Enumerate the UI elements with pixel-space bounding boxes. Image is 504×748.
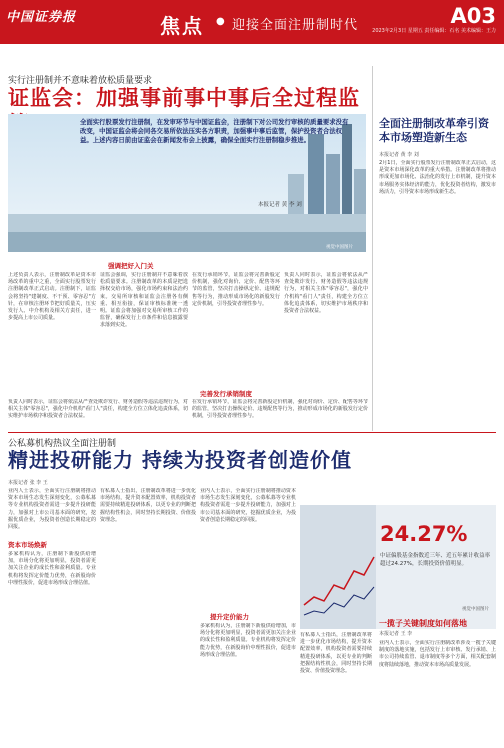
story1-subhead-1: 强调把好入门关: [108, 262, 154, 270]
sidebar2-byline: 本报记者 王 李: [379, 631, 413, 637]
story1-column-3: 在发行承销环节，证监会将完善新股定价机制，强化对询价、定价、配售等环节的监管，坚决打击操纵定价、违规配售等行为，推动形成市场化的新股发行定价机制，引导投资者理性参与。: [192, 272, 280, 307]
bullet-icon: ●: [216, 16, 225, 27]
section-divider: [8, 432, 496, 433]
story1-column-2: 证监会强调，实行注册制并不意味着放松质量要求。注册制改革的本质是把选择权交给市场，强化市场约束和法治约束。交易所审核和证监会注册各有侧重、相互衔接，保证审核标准统一透明。证监会将加强对交易所审核工作的监督，确保发行上市条件和信息披露要求落到实处。: [100, 272, 188, 329]
page-header: [0, 0, 504, 44]
edition-info: 2023年2月3日 星期五 责任编辑：石名 美术编辑：王力: [372, 28, 496, 34]
story2-stat-value: 24.27%: [380, 522, 468, 546]
story1-column-6: 在发行承销环节，证监会将完善新股定价机制，强化对询价、定价、配售等环节的监管，坚决打击操纵定价、违规配售等行为，推动形成市场化的新股发行定价机制，引导投资者理性参与。: [192, 399, 368, 420]
story2-kicker: 公私募机构热议全面注册制: [8, 439, 117, 449]
story1-byline: 本报记者 黄 李 刘: [258, 202, 302, 208]
column-divider: [372, 66, 373, 431]
sidebar1-body: 2月1日，全面实行股票发行注册制改革正式启动，这是资本市场深化改革的重大举措。注册制改革将推动形成更加市场化、法治化的发行上市机制，提升资本市场服务实体经济的能力，优化投资者结构，激发市场活力，引导资本市场形成新生态。: [379, 160, 496, 195]
story2-photo-credit: 视觉中国图片: [462, 607, 489, 612]
story2-column-2: 多家机构认为，注册制下新股供给增加，市场分化将更加明显，投资者需更加关注企业的成长性和盈利质量。专业机构将发挥定价能力优势，在新股询价中理性报价，促进市场形成合理估值。: [8, 551, 96, 586]
sidebar1-byline: 本报记者 黄 李 刘: [379, 152, 419, 158]
page-number: A03: [450, 4, 496, 28]
section-title: 焦点: [160, 14, 204, 38]
story2-stat-note: 中证偏股基金指数近三年、近五年累计收益率超过24.27%，长期投资价值明显。: [380, 553, 491, 567]
section-subtitle: 迎接全面注册制时代: [232, 18, 359, 33]
story2-column-5: 多家机构认为，注册制下新股供给增加，市场分化将更加明显，投资者需更加关注企业的成长性和盈利质量。专业机构将发挥定价能力优势，在新股询价中理性报价，促进市场形成合理估值。: [200, 623, 296, 658]
sidebar2-title[interactable]: 一揽子关键制度如何落地: [379, 619, 467, 628]
story1-photo-credit: 视觉中国图片: [326, 245, 353, 250]
story1-column-5: 负责人同时表示，证监会将依法从严查处欺诈发行、财务造假等违法违规行为，对相关主体"零容忍"，强化中介机构"看门人"责任，构建全方位立体化追责体系，切实维护市场秩序和投资者合法权益。: [8, 399, 188, 420]
story2-column-3: 有私募人士指出，注册制改革将进一步优化市场结构，提升资本配置效率，机构投资者需要持续精进投研体系，以更专业的判断把握结构性机会，同时坚持长期投资、价值投资理念。: [100, 488, 196, 523]
story1-headline[interactable]: 证监会：加强事前事中事后全过程监: [8, 86, 360, 110]
story1-kicker: 实行注册制并不意味着放松质量要求: [8, 76, 153, 86]
story2-column-6: 有私募人士指出，注册制改革将进一步优化市场结构，提升资本配置效率，机构投资者需要持续精进投研体系，以更专业的判断把握结构性机会，同时坚持长期投资、价值投资理念。: [300, 632, 372, 675]
sidebar2-body: 业内人士表示，全面实行注册制改革涉及一揽子关键制度的落地实施，包括发行上市审核、发行承销、上市公司持续监管、退市制度等多个方面，相关配套制度将陆续落地，推动资本市场高质量发展。: [379, 640, 496, 668]
story2-byline: 本报记者 张 李 王: [8, 480, 48, 486]
story1-column-1: 上述负责人表示，注册制改革是资本市场改革的重中之重，全面实行股票发行注册制改革正式启动。注册制下，证监会将坚持"建制度、不干预、零容忍"方针，在审核注册环节把好质量关，压实发行人、中介机构及相关方责任，进一步提高上市公司质量。: [8, 272, 96, 322]
story2-column-4: 业内人士表示，全面实行注册制将推动资本市场生态发生深刻变化，公募私募等专业机构投资者需进一步提升投研能力，加强对上市公司基本面的研究，挖掘优质企业，为投资者创造长期稳定的回报。: [200, 488, 296, 523]
story2-subhead-1: 资本市场焕新: [8, 541, 47, 549]
story2-column-1: 业内人士表示，全面实行注册制将推动资本市场生态发生深刻变化，公募私募等专业机构投资者需进一步提升投研能力，加强对上市公司基本面的研究，挖掘优质企业，为投资者创造长期稳定的回报。: [8, 488, 96, 531]
story2-subhead-2: 提升定价能力: [210, 613, 249, 621]
story1-subhead-2: 完善发行承销制度: [200, 390, 252, 398]
masthead-logo: 中国证券报: [6, 10, 77, 25]
story1-lead: 全面实行股票发行注册制，在发审环节与中国证监会，注册制下对公司发行审核的质量要求没有改变，中国证监会将会同各交易所依法压实各方职责，加强事中事后监管，保护投资者合法权益。上述内容日前由证监会在新闻发布会上披露，确保全面实行注册制稳步推进。: [80, 118, 349, 144]
sidebar1-title[interactable]: 全面注册制改革牵引资本市场塑造新生态: [379, 117, 489, 144]
story2-headline[interactable]: 精进投研能力 持续为投资者创造价值: [8, 448, 352, 472]
story1-column-4: 负责人同时表示，证监会将依法从严查处欺诈发行、财务造假等违法违规行为，对相关主体"零容忍"，强化中介机构"看门人"责任，构建全方位立体化追责体系，切实维护市场秩序和投资者合法权益。: [284, 272, 368, 315]
